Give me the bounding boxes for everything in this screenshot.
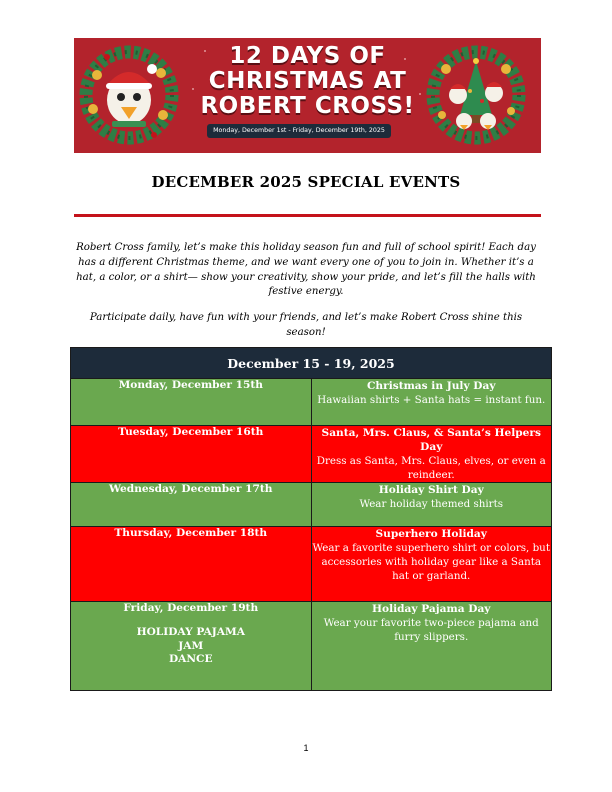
event-day: Thursday, December 18th	[71, 527, 312, 602]
event-cell	[311, 379, 552, 426]
table-header: December 15 - 19, 2025	[71, 348, 552, 379]
event-description: Wear your favorite two-piece pajama and furry slippers.	[323, 617, 539, 643]
event-description: Hawaiian shirts + Santa hats = instant fun.	[317, 394, 546, 406]
events-table	[70, 347, 552, 691]
table-row	[71, 426, 552, 483]
event-day: Monday, December 15th	[71, 379, 312, 426]
intro-text	[70, 241, 542, 341]
table-row	[71, 602, 552, 691]
table-row	[71, 527, 552, 602]
title-divider	[74, 214, 541, 217]
event-cell	[311, 602, 552, 691]
header-banner	[74, 38, 541, 153]
event-day: Wednesday, December 17th	[71, 483, 312, 527]
event-theme: Superhero Holiday	[375, 528, 487, 540]
event-cell	[311, 527, 552, 602]
event-day-cell	[71, 602, 312, 691]
event-theme: Christmas in July Day	[366, 380, 496, 392]
page-title: DECEMBER 2025 SPECIAL EVENTS	[151, 173, 461, 191]
wreath-eagle-santa-icon	[79, 45, 179, 145]
wreath-eagles-tree-icon	[426, 45, 526, 145]
banner-date-range: Monday, December 1st - Friday, December 19th, 2025	[207, 124, 391, 138]
table-row	[71, 379, 552, 426]
event-day: Tuesday, December 16th	[71, 426, 312, 483]
event-day: Friday, December 19th	[123, 602, 259, 614]
table-row	[71, 483, 552, 527]
page-number: 1	[303, 743, 309, 753]
banner-title: 12 DAYS OF CHRISTMAS AT ROBERT CROSS!	[200, 43, 415, 119]
event-theme: Holiday Shirt Day	[378, 484, 484, 496]
intro-paragraph: Robert Cross family, let’s make this holiday season fun and full of school spirit! Each day has a different Christmas theme, and we want every one of you to join in. Whether it’s a hat, a color, or a shirt— show your creativity, show your pride, and let’s fill the halls with festive energy.	[76, 242, 536, 298]
event-description: Wear a favorite superhero shirt or colors, but accessories with holiday gear like a Santa hat or garland.	[312, 542, 550, 582]
intro-paragraph: Participate daily, have fun with your friends, and let’s make Robert Cross shine this season!	[89, 312, 523, 338]
event-theme: Holiday Pajama Day	[372, 603, 491, 615]
table-header-row	[71, 348, 552, 379]
event-cell	[311, 426, 552, 483]
event-theme: Santa, Mrs. Claus, & Santa’s Helpers Day	[321, 427, 541, 453]
event-description: Wear holiday themed shirts	[359, 498, 504, 510]
dance-label: HOLIDAY PAJAMA JAM DANCE	[136, 626, 245, 665]
event-cell	[311, 483, 552, 527]
event-description: Dress as Santa, Mrs. Claus, elves, or even a reindeer.	[316, 455, 546, 481]
